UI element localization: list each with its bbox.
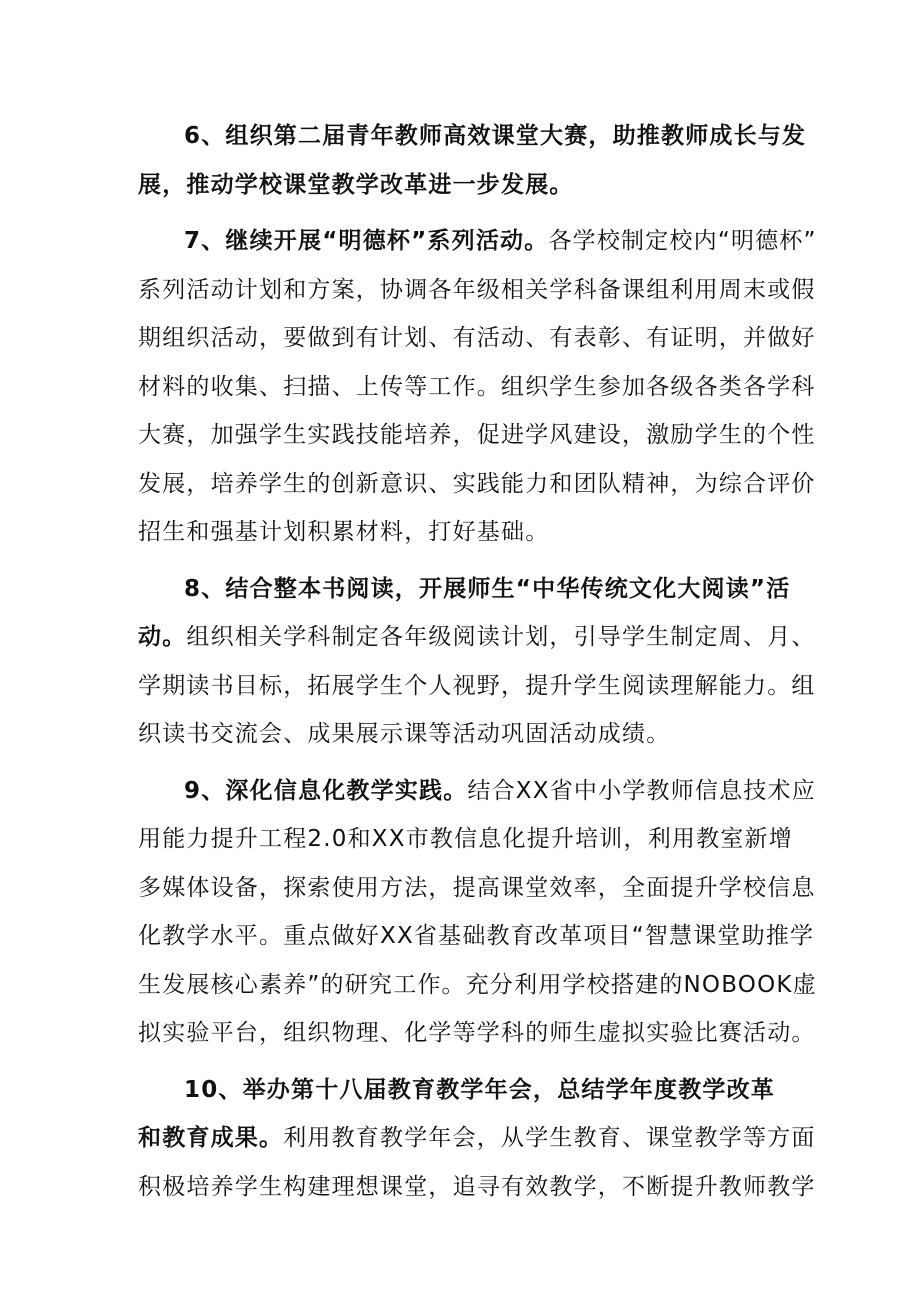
body-text: 拟实验平台，组织物理、化学等学科的师生虚拟实验比赛活动。	[138, 1020, 816, 1046]
text-line	[138, 1163, 816, 1212]
text-line	[138, 767, 816, 816]
text-line	[138, 217, 817, 266]
body-text: 组织相关学科制定各年级阅读计划，引导学生制定周、月、	[186, 624, 816, 650]
body-text: 学期读书目标，拓展学生个人视野，提升学生阅读理解能力。组	[138, 672, 816, 699]
paragraph-9	[138, 767, 817, 1058]
bold-heading-text: 9、深化信息化教学实践。	[184, 777, 468, 804]
body-text: 利用教育教学年会，从学生教育、课堂教学等方面	[283, 1125, 816, 1151]
text-line	[138, 460, 816, 509]
text-line	[138, 112, 807, 161]
paragraph-7	[138, 217, 817, 557]
bold-heading-text: 6、组织第二届青年教师高效课堂大赛，助推教师成长与发	[184, 123, 807, 149]
paragraph-8	[138, 565, 816, 759]
text-line	[138, 314, 816, 363]
document-body	[138, 112, 817, 1211]
text-line	[138, 161, 798, 210]
text-line	[138, 710, 798, 759]
text-line	[138, 1066, 798, 1115]
body-text: 化教学水平。重点做好XX省基础教育改革项目“智慧课堂助推学	[138, 923, 815, 949]
text-line	[138, 912, 815, 961]
paragraph-10	[138, 1066, 816, 1212]
body-text: 积极培养学生构建理想课堂，追寻有效教学，不断提升教师教学	[138, 1173, 816, 1200]
body-text: 系列活动计划和方案，协调各年级相关学科备课组利用周末或假	[138, 276, 816, 303]
bold-heading-text: 8、结合整本书阅读，开展师生“中华传统文化大阅读”活	[184, 575, 791, 602]
bold-heading-text: 动。	[138, 624, 187, 650]
body-text: 大赛，加强学生实践技能培养，促进学风建设，激励学生的个性	[138, 422, 816, 448]
bold-heading-text: 7、继续开展“明德杯”系列活动。	[184, 228, 549, 254]
body-text: 织读书交流会、成果展示课等活动巩固活动成绩。	[138, 721, 671, 747]
body-text: 结合XX省中小学教师信息技术应	[467, 777, 816, 804]
text-line	[138, 662, 816, 711]
text-line	[138, 565, 798, 614]
body-text: 用能力提升工程2.0和XX市教信息化提升培训，利用教室新增	[138, 826, 793, 852]
body-text: 招生和强基计划积累材料，打好基础。	[138, 519, 550, 545]
text-line	[138, 815, 798, 864]
body-text: 发展，培养学生的创新意识、实践能力和团队精神，为综合评价	[138, 470, 816, 497]
text-line	[138, 1009, 816, 1058]
text-line	[138, 1114, 816, 1163]
text-line	[138, 613, 816, 662]
body-text: 各学校制定校内“明德杯”	[548, 228, 817, 254]
text-line	[138, 864, 816, 913]
body-text: 期组织活动，要做到有计划、有活动、有表彰、有证明，并做好	[138, 325, 816, 351]
body-text: 多媒体设备，探索使用方法，提高课堂效率，全面提升学校信息	[138, 874, 816, 901]
text-line	[138, 508, 798, 557]
text-line	[138, 411, 816, 460]
text-line	[138, 363, 816, 412]
bold-heading-text: 和教育成果。	[138, 1125, 284, 1151]
text-line	[138, 961, 817, 1010]
bold-heading-text: 10、举办第十八届教育教学年会，总结学年度教学改革	[184, 1076, 776, 1103]
body-text: 生发展核心素养”的研究工作。充分利用学校搭建的NOBOOK虚	[138, 971, 817, 998]
bold-heading-text: 展，推动学校课堂教学改革进一步发展。	[138, 171, 574, 198]
body-text: 材料的收集、扫描、上传等工作。组织学生参加各级各类各学科	[138, 373, 816, 400]
text-line	[138, 266, 816, 315]
paragraph-6	[138, 112, 807, 209]
